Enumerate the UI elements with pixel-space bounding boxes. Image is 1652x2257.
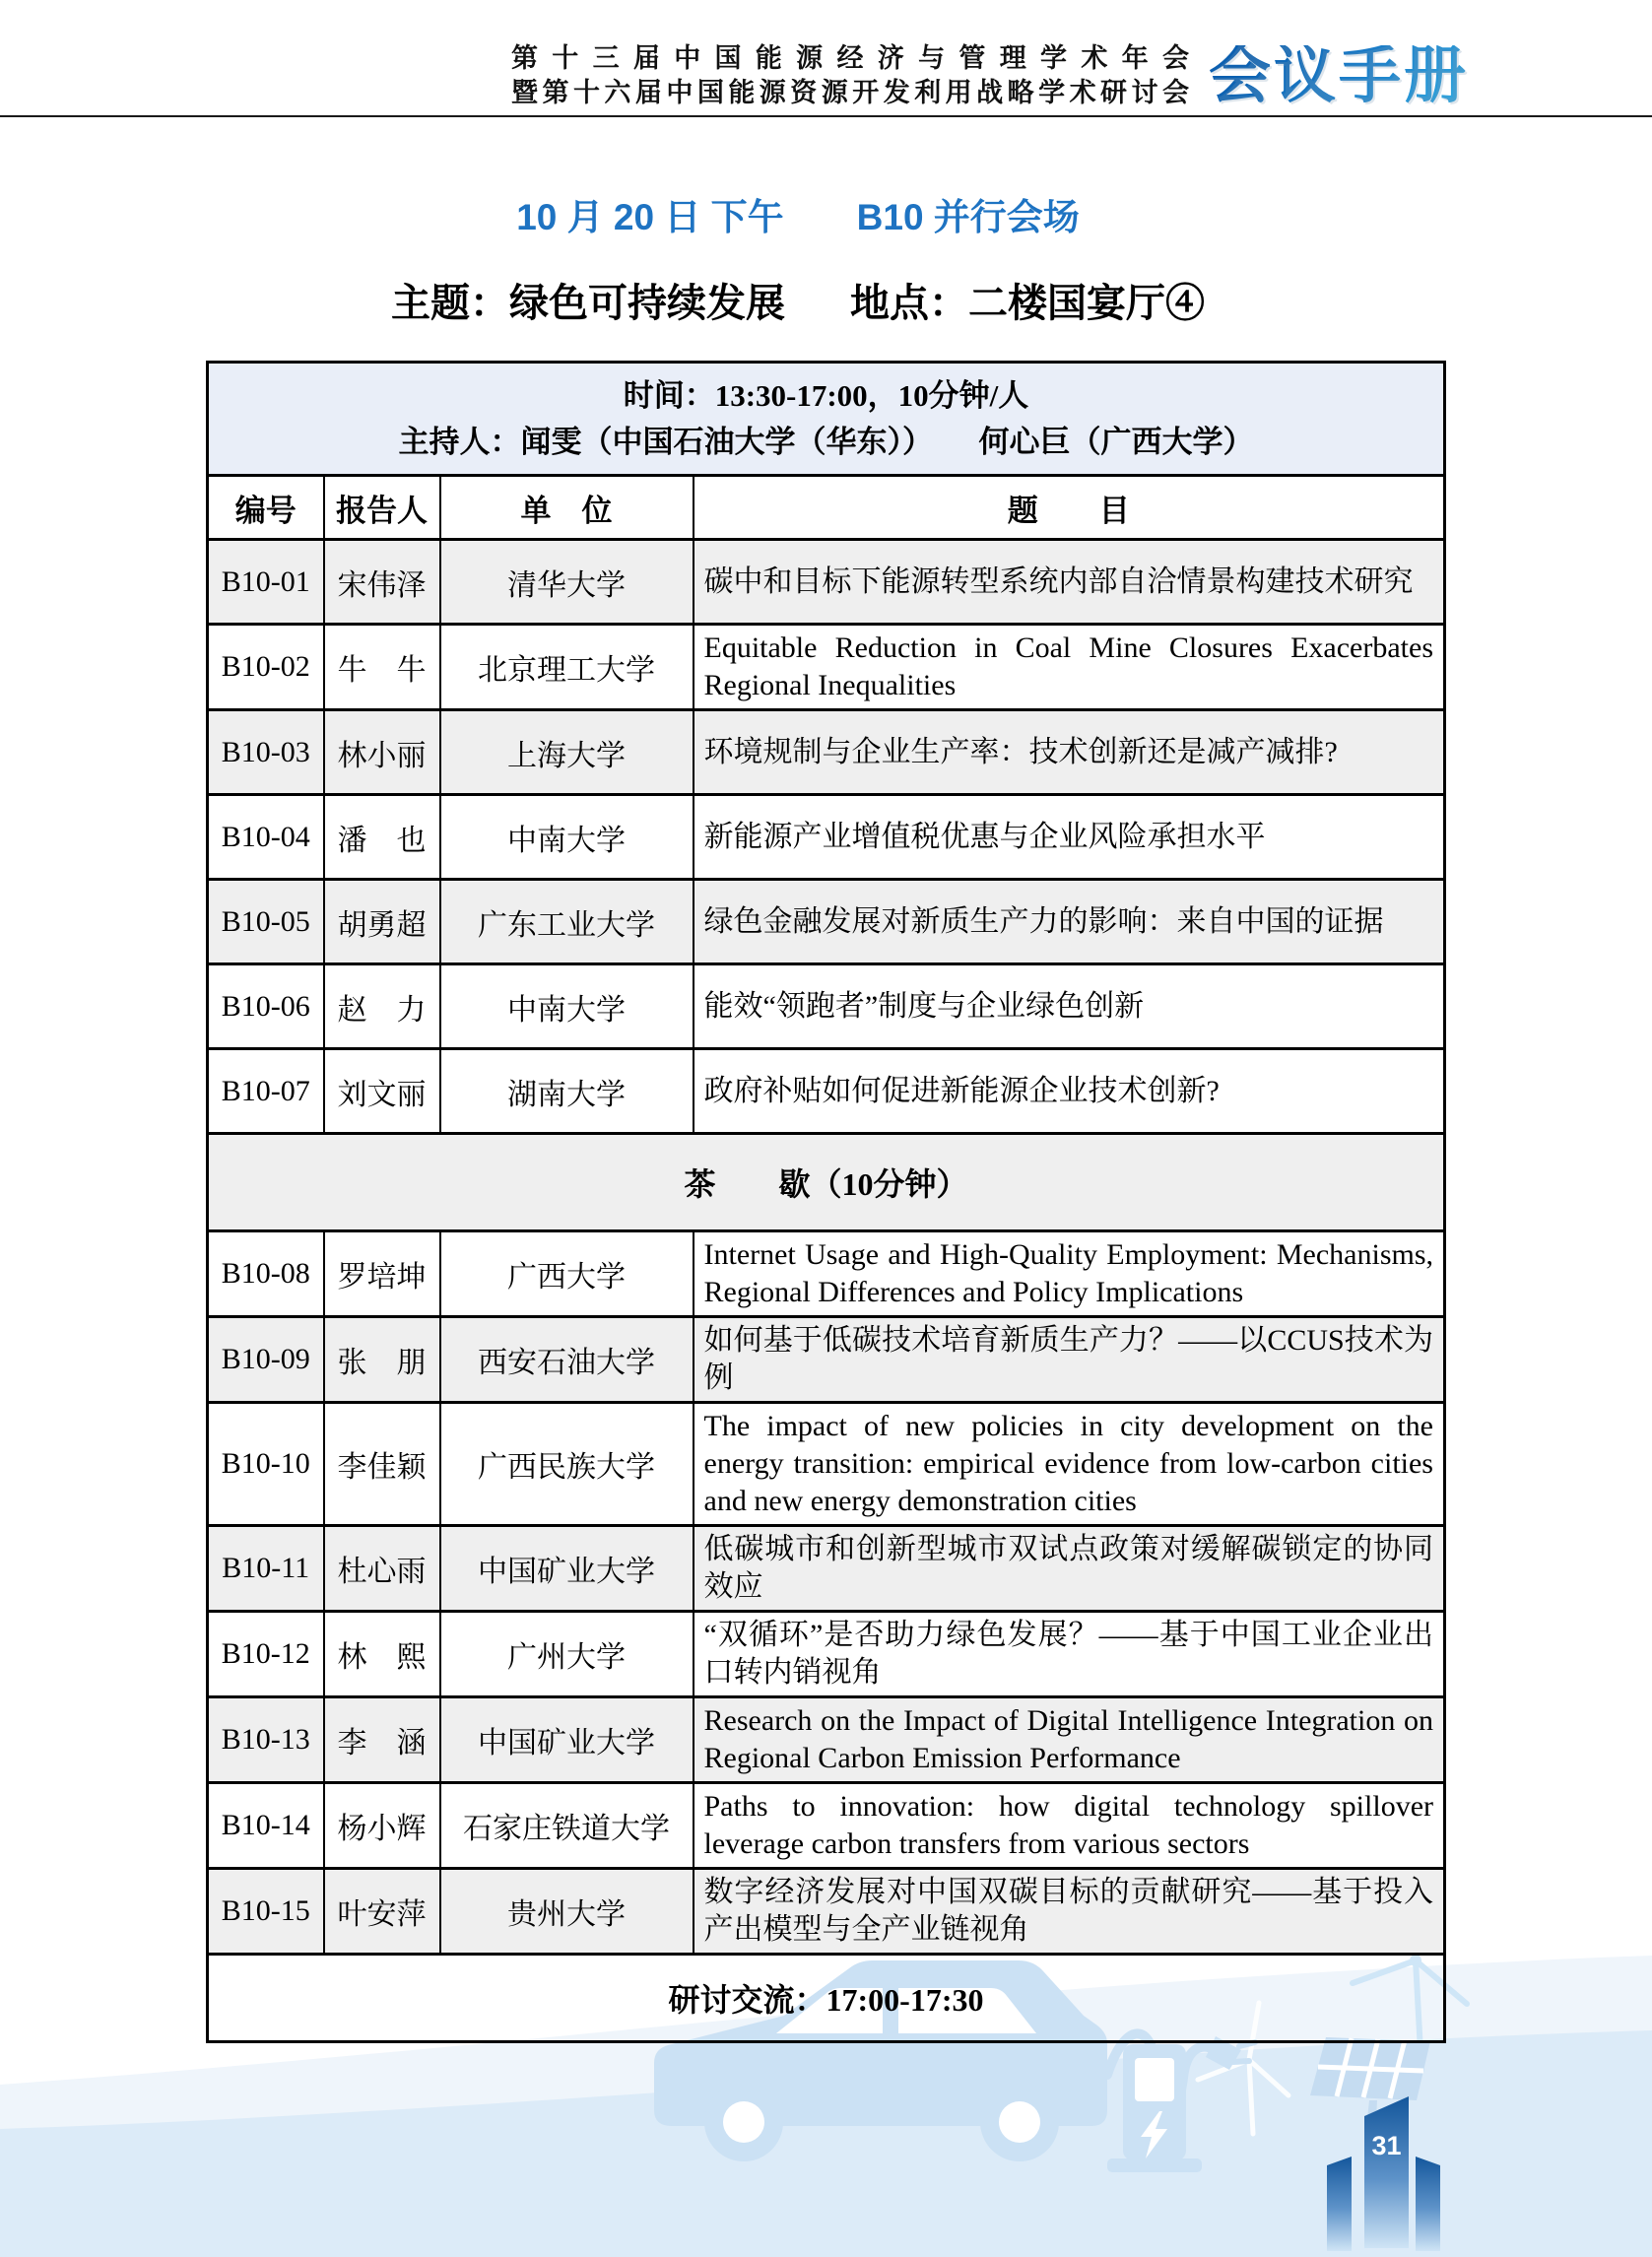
- speaker-name: 胡勇超: [324, 880, 440, 964]
- paper-title: Research on the Impact of Digital Intelligence Integration on Regional Carbon Emission Performance: [694, 1697, 1445, 1783]
- session-subheading: [0, 272, 1596, 328]
- session-chairs: 主持人：闻雯（中国石油大学（华东）） 何心巨（广西大学）: [398, 425, 1254, 459]
- break-label: 茶 歇（10分钟）: [208, 1134, 1445, 1231]
- paper-title: 如何基于低碳技术培育新质生产力？——以CCUS技术为例: [694, 1317, 1445, 1403]
- paper-id: B10-06: [208, 964, 324, 1049]
- paper-id: B10-12: [208, 1612, 324, 1697]
- session-info-cell: [208, 363, 1445, 476]
- paper-id: B10-10: [208, 1403, 324, 1526]
- affiliation: 西安石油大学: [440, 1317, 694, 1403]
- paper-row-B10-13: [208, 1697, 1445, 1783]
- session-info-row: [208, 363, 1445, 476]
- paper-row-B10-05: [208, 880, 1445, 964]
- speaker-name: 叶安萍: [324, 1869, 440, 1955]
- paper-id: B10-05: [208, 880, 324, 964]
- paper-id: B10-01: [208, 540, 324, 625]
- paper-title: 碳中和目标下能源转型系统内部自洽情景构建技术研究: [694, 540, 1445, 625]
- paper-id: B10-11: [208, 1526, 324, 1612]
- paper-title: 新能源产业增值税优惠与企业风险承担水平: [694, 795, 1445, 880]
- affiliation: 石家庄铁道大学: [440, 1783, 694, 1869]
- paper-row-B10-10: [208, 1403, 1445, 1526]
- session-venue: B10 并行会场: [856, 197, 1080, 237]
- break-row: [208, 1134, 1445, 1231]
- paper-id: B10-07: [208, 1049, 324, 1134]
- paper-row-B10-12: [208, 1612, 1445, 1697]
- paper-row-B10-09: [208, 1317, 1445, 1403]
- affiliation: 中南大学: [440, 964, 694, 1049]
- affiliation: 中国矿业大学: [440, 1697, 694, 1783]
- column-header-row: [208, 476, 1445, 540]
- paper-id: B10-13: [208, 1697, 324, 1783]
- conference-name-block: [511, 41, 1189, 110]
- affiliation: 广西民族大学: [440, 1403, 694, 1526]
- speaker-name: 张 朋: [324, 1317, 440, 1403]
- column-header-id: 编号: [208, 476, 324, 540]
- affiliation: 贵州大学: [440, 1869, 694, 1955]
- column-header-speaker: 报告人: [324, 476, 440, 540]
- speaker-name: 林小丽: [324, 710, 440, 795]
- paper-row-B10-08: [208, 1231, 1445, 1317]
- affiliation: 中国矿业大学: [440, 1526, 694, 1612]
- column-header-title: 题 目: [694, 476, 1445, 540]
- session-theme: 主题：绿色可持续发展: [391, 282, 785, 325]
- paper-row-B10-15: [208, 1869, 1445, 1955]
- paper-row-B10-11: [208, 1526, 1445, 1612]
- paper-title: Internet Usage and High-Quality Employment: Mechanisms, Regional Differences and Policy Implications: [694, 1231, 1445, 1317]
- speaker-name: 罗培坤: [324, 1231, 440, 1317]
- speaker-name: 牛 牛: [324, 625, 440, 710]
- paper-row-B10-06: [208, 964, 1445, 1049]
- affiliation: 广东工业大学: [440, 880, 694, 964]
- paper-title: Equitable Reduction in Coal Mine Closures Exacerbates Regional Inequalities: [694, 625, 1445, 710]
- conference-name-line2: 暨第十六届中国能源资源开发利用战略学术研讨会: [511, 78, 1189, 107]
- affiliation: 上海大学: [440, 710, 694, 795]
- session-heading: [0, 187, 1596, 240]
- speaker-name: 刘文丽: [324, 1049, 440, 1134]
- closing-label: 研讨交流：17:00-17:30: [208, 1955, 1445, 2042]
- speaker-name: 杜心雨: [324, 1526, 440, 1612]
- affiliation: 广州大学: [440, 1612, 694, 1697]
- affiliation: 中南大学: [440, 795, 694, 880]
- handbook-logo: 会议手册: [1209, 40, 1469, 110]
- column-header-org: 单 位: [440, 476, 694, 540]
- document-header: [511, 41, 1469, 110]
- schedule-table: [206, 361, 1446, 2043]
- paper-title: 环境规制与企业生产率：技术创新还是减产减排?: [694, 710, 1445, 795]
- paper-title: The impact of new policies in city development on the energy transition: empirical evidence from low-carbon cities and new energy demonstration cities: [694, 1403, 1445, 1526]
- affiliation: 广西大学: [440, 1231, 694, 1317]
- page-number: 31: [1371, 2131, 1402, 2160]
- paper-row-B10-03: [208, 710, 1445, 795]
- affiliation: 北京理工大学: [440, 625, 694, 710]
- affiliation: 清华大学: [440, 540, 694, 625]
- speaker-name: 赵 力: [324, 964, 440, 1049]
- session-time: 时间：13:30-17:00，10分钟/人: [623, 378, 1029, 413]
- paper-row-B10-14: [208, 1783, 1445, 1869]
- paper-row-B10-07: [208, 1049, 1445, 1134]
- session-location: 地点：二楼国宴厅④: [850, 282, 1205, 325]
- paper-title: “双循环”是否助力绿色发展？——基于中国工业企业出口转内销视角: [694, 1612, 1445, 1697]
- paper-id: B10-08: [208, 1231, 324, 1317]
- session-date: 10 月 20 日 下午: [516, 197, 784, 237]
- paper-row-B10-01: [208, 540, 1445, 625]
- paper-title: 绿色金融发展对新质生产力的影响：来自中国的证据: [694, 880, 1445, 964]
- speaker-name: 李 涵: [324, 1697, 440, 1783]
- paper-title: 低碳城市和创新型城市双试点政策对缓解碳锁定的协同效应: [694, 1526, 1445, 1612]
- paper-title: 能效“领跑者”制度与企业绿色创新: [694, 964, 1445, 1049]
- speaker-name: 杨小辉: [324, 1783, 440, 1869]
- paper-row-B10-02: [208, 625, 1445, 710]
- closing-row: [208, 1955, 1445, 2042]
- affiliation: 湖南大学: [440, 1049, 694, 1134]
- paper-id: B10-15: [208, 1869, 324, 1955]
- paper-title: 政府补贴如何促进新能源企业技术创新?: [694, 1049, 1445, 1134]
- paper-id: B10-04: [208, 795, 324, 880]
- paper-id: B10-14: [208, 1783, 324, 1869]
- paper-id: B10-03: [208, 710, 324, 795]
- header-divider-line: [0, 115, 1652, 117]
- speaker-name: 林 熙: [324, 1612, 440, 1697]
- paper-id: B10-09: [208, 1317, 324, 1403]
- speaker-name: 潘 也: [324, 795, 440, 880]
- paper-id: B10-02: [208, 625, 324, 710]
- paper-row-B10-04: [208, 795, 1445, 880]
- speaker-name: 李佳颖: [324, 1403, 440, 1526]
- paper-title: Paths to innovation: how digital technology spillover leverage carbon transfers from various sectors: [694, 1783, 1445, 1869]
- conference-name-line1: 第十三届中国能源经济与管理学术年会: [511, 43, 1189, 73]
- schedule-table-wrap: [206, 361, 1446, 2043]
- paper-title: 数字经济发展对中国双碳目标的贡献研究——基于投入产出模型与全产业链视角: [694, 1869, 1445, 1955]
- speaker-name: 宋伟泽: [324, 540, 440, 625]
